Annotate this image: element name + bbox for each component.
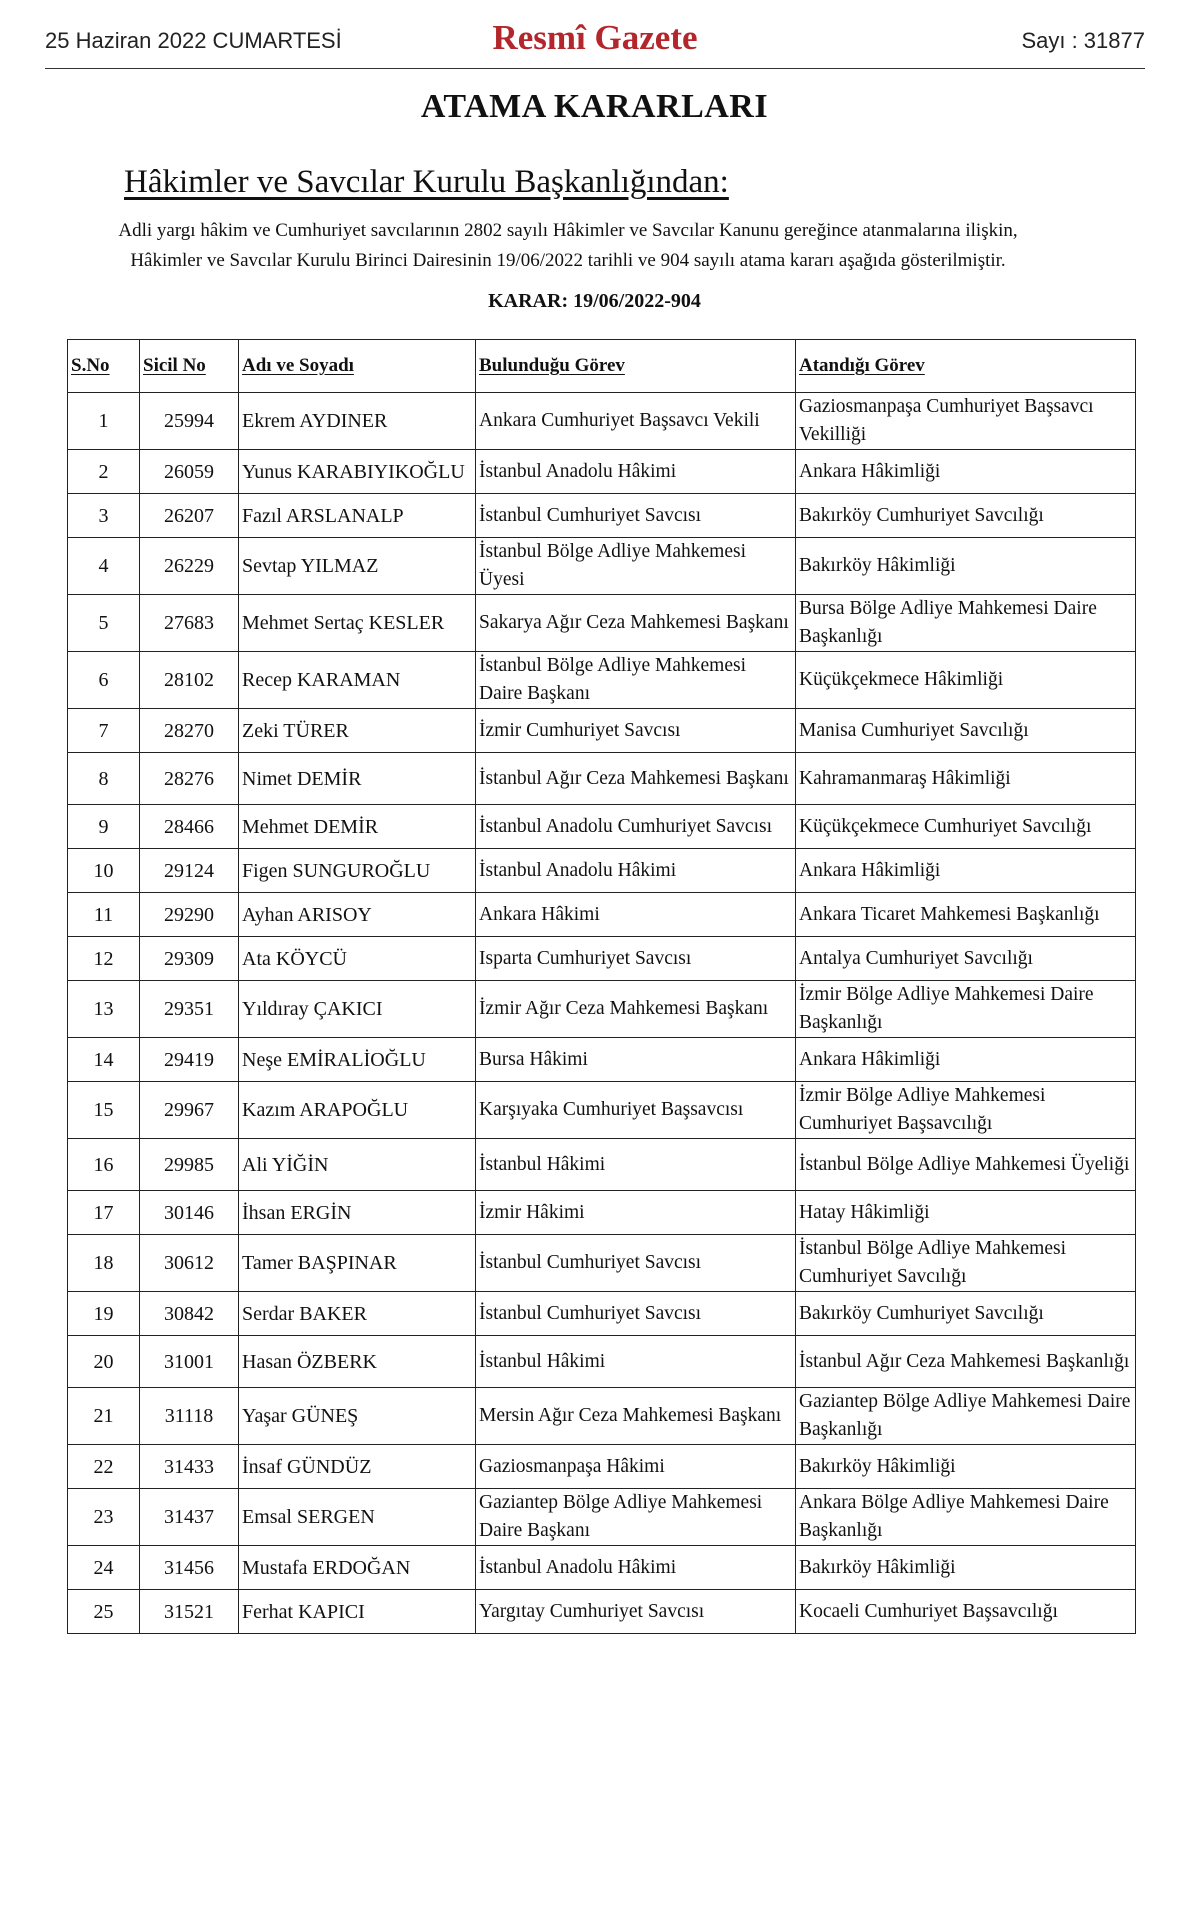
- registry-number-cell: 26059: [140, 450, 239, 494]
- table-row: [68, 1489, 1136, 1546]
- new-post-cell: Hatay Hâkimliği: [796, 1191, 1136, 1235]
- registry-number-cell: 26207: [140, 494, 239, 538]
- registry-number-cell: 29419: [140, 1038, 239, 1082]
- row-number-cell: 15: [68, 1082, 140, 1139]
- current-post-cell: İzmir Cumhuriyet Savcısı: [476, 709, 796, 753]
- row-number-cell: 12: [68, 937, 140, 981]
- row-number-cell: 13: [68, 981, 140, 1038]
- row-number-cell: 19: [68, 1292, 140, 1336]
- table-row: [68, 981, 1136, 1038]
- current-post-cell: Bursa Hâkimi: [476, 1038, 796, 1082]
- current-post-cell: İstanbul Cumhuriyet Savcısı: [476, 1292, 796, 1336]
- new-post-cell: Ankara Hâkimliği: [796, 1038, 1136, 1082]
- table-row: [68, 849, 1136, 893]
- table-row: [68, 1546, 1136, 1590]
- table-row: [68, 1292, 1136, 1336]
- new-post-cell: Manisa Cumhuriyet Savcılığı: [796, 709, 1136, 753]
- table-row: [68, 450, 1136, 494]
- row-number-cell: 8: [68, 753, 140, 805]
- table-header-row: [68, 340, 1136, 393]
- registry-number-cell: 30842: [140, 1292, 239, 1336]
- row-number-cell: 11: [68, 893, 140, 937]
- table-row: [68, 393, 1136, 450]
- registry-number-cell: 29985: [140, 1139, 239, 1191]
- new-post-cell: İstanbul Ağır Ceza Mahkemesi Başkanlığı: [796, 1336, 1136, 1388]
- new-post-cell: Ankara Ticaret Mahkemesi Başkanlığı: [796, 893, 1136, 937]
- current-post-cell: Yargıtay Cumhuriyet Savcısı: [476, 1590, 796, 1634]
- table-row: [68, 494, 1136, 538]
- person-name-cell: Mehmet DEMİR: [239, 805, 476, 849]
- issue-number: Sayı : 31877: [1021, 28, 1145, 53]
- person-name-cell: Yunus KARABIYIKOĞLU: [239, 450, 476, 494]
- registry-number-cell: 28466: [140, 805, 239, 849]
- table-row: [68, 1336, 1136, 1388]
- current-post-cell: Sakarya Ağır Ceza Mahkemesi Başkanı: [476, 595, 796, 652]
- row-number-cell: 7: [68, 709, 140, 753]
- section-title: ATAMA KARARLARI: [420, 88, 769, 125]
- current-post-cell: İstanbul Anadolu Hâkimi: [476, 1546, 796, 1590]
- new-post-cell: İstanbul Bölge Adliye Mahkemesi Üyeliği: [796, 1139, 1136, 1191]
- new-post-cell: Kocaeli Cumhuriyet Başsavcılığı: [796, 1590, 1136, 1634]
- header-divider: [45, 68, 1145, 69]
- table-row: [68, 652, 1136, 709]
- new-post-cell: Gaziosmanpaşa Cumhuriyet Başsavcı Vekilliği: [796, 393, 1136, 450]
- table-row: [68, 1235, 1136, 1292]
- person-name-cell: Neşe EMİRALİOĞLU: [239, 1038, 476, 1082]
- person-name-cell: Tamer BAŞPINAR: [239, 1235, 476, 1292]
- row-number-cell: 25: [68, 1590, 140, 1634]
- registry-number-cell: 31118: [140, 1388, 239, 1445]
- registry-number-cell: 31456: [140, 1546, 239, 1590]
- intro-paragraph: [68, 216, 1068, 276]
- new-post-cell: Kahramanmaraş Hâkimliği: [796, 753, 1136, 805]
- new-post-cell: İstanbul Bölge Adliye Mahkemesi Cumhuriyet Savcılığı: [796, 1235, 1136, 1292]
- new-post-cell: Bakırköy Hâkimliği: [796, 1546, 1136, 1590]
- registry-number-cell: 31433: [140, 1445, 239, 1489]
- intro-line: Adli yargı hâkim ve Cumhuriyet savcılarının 2802 sayılı Hâkimler ve Savcılar Kanunu gereğince atanmalarına ilişkin,: [118, 220, 1018, 241]
- new-post-cell: Antalya Cumhuriyet Savcılığı: [796, 937, 1136, 981]
- masthead: [45, 18, 1145, 68]
- person-name-cell: Serdar BAKER: [239, 1292, 476, 1336]
- registry-number-cell: 28102: [140, 652, 239, 709]
- table-row: [68, 538, 1136, 595]
- row-number-cell: 2: [68, 450, 140, 494]
- new-post-cell: Ankara Hâkimliği: [796, 849, 1136, 893]
- person-name-cell: Figen SUNGUROĞLU: [239, 849, 476, 893]
- table-row: [68, 1388, 1136, 1445]
- person-name-cell: Mehmet Sertaç KESLER: [239, 595, 476, 652]
- new-post-cell: İzmir Bölge Adliye Mahkemesi Daire Başkanlığı: [796, 981, 1136, 1038]
- authority-heading: Hâkimler ve Savcılar Kurulu Başkanlığından:: [124, 164, 729, 200]
- new-post-cell: Ankara Bölge Adliye Mahkemesi Daire Başkanlığı: [796, 1489, 1136, 1546]
- new-post-cell: Bakırköy Cumhuriyet Savcılığı: [796, 1292, 1136, 1336]
- table-row: [68, 805, 1136, 849]
- registry-number-cell: 31437: [140, 1489, 239, 1546]
- current-post-cell: İstanbul Cumhuriyet Savcısı: [476, 1235, 796, 1292]
- registry-number-cell: 31001: [140, 1336, 239, 1388]
- person-name-cell: Sevtap YILMAZ: [239, 538, 476, 595]
- row-number-cell: 20: [68, 1336, 140, 1388]
- new-post-cell: Bursa Bölge Adliye Mahkemesi Daire Başkanlığı: [796, 595, 1136, 652]
- row-number-cell: 17: [68, 1191, 140, 1235]
- registry-number-cell: 30612: [140, 1235, 239, 1292]
- current-post-cell: Gaziosmanpaşa Hâkimi: [476, 1445, 796, 1489]
- table-row: [68, 709, 1136, 753]
- person-name-cell: Hasan ÖZBERK: [239, 1336, 476, 1388]
- new-post-cell: Küçükçekmece Cumhuriyet Savcılığı: [796, 805, 1136, 849]
- column-header-sicil: Sicil No: [140, 340, 239, 393]
- current-post-cell: İstanbul Bölge Adliye Mahkemesi Üyesi: [476, 538, 796, 595]
- table-row: [68, 1038, 1136, 1082]
- registry-number-cell: 25994: [140, 393, 239, 450]
- person-name-cell: Yıldıray ÇAKICI: [239, 981, 476, 1038]
- row-number-cell: 23: [68, 1489, 140, 1546]
- new-post-cell: İzmir Bölge Adliye Mahkemesi Cumhuriyet Başsavcılığı: [796, 1082, 1136, 1139]
- registry-number-cell: 28270: [140, 709, 239, 753]
- column-header-current-post: Bulunduğu Görev: [476, 340, 796, 393]
- table-body: [68, 393, 1136, 1634]
- table-row: [68, 753, 1136, 805]
- registry-number-cell: 30146: [140, 1191, 239, 1235]
- row-number-cell: 14: [68, 1038, 140, 1082]
- registry-number-cell: 26229: [140, 538, 239, 595]
- new-post-cell: Bakırköy Cumhuriyet Savcılığı: [796, 494, 1136, 538]
- issue-date: 25 Haziran 2022 CUMARTESİ: [45, 28, 342, 53]
- registry-number-cell: 29124: [140, 849, 239, 893]
- decision-reference: KARAR: 19/06/2022-904: [488, 290, 701, 312]
- row-number-cell: 1: [68, 393, 140, 450]
- person-name-cell: İhsan ERGİN: [239, 1191, 476, 1235]
- person-name-cell: Yaşar GÜNEŞ: [239, 1388, 476, 1445]
- table-row: [68, 1590, 1136, 1634]
- person-name-cell: Recep KARAMAN: [239, 652, 476, 709]
- current-post-cell: Mersin Ağır Ceza Mahkemesi Başkanı: [476, 1388, 796, 1445]
- registry-number-cell: 27683: [140, 595, 239, 652]
- current-post-cell: İstanbul Anadolu Cumhuriyet Savcısı: [476, 805, 796, 849]
- current-post-cell: İstanbul Cumhuriyet Savcısı: [476, 494, 796, 538]
- row-number-cell: 9: [68, 805, 140, 849]
- column-header-new-post: Atandığı Görev: [796, 340, 1136, 393]
- registry-number-cell: 29290: [140, 893, 239, 937]
- registry-number-cell: 31521: [140, 1590, 239, 1634]
- row-number-cell: 4: [68, 538, 140, 595]
- appointments-table: [67, 339, 1136, 1634]
- new-post-cell: Bakırköy Hâkimliği: [796, 538, 1136, 595]
- column-header-name: Adı ve Soyadı: [239, 340, 476, 393]
- current-post-cell: İstanbul Hâkimi: [476, 1139, 796, 1191]
- current-post-cell: Gaziantep Bölge Adliye Mahkemesi Daire Başkanı: [476, 1489, 796, 1546]
- current-post-cell: İzmir Ağır Ceza Mahkemesi Başkanı: [476, 981, 796, 1038]
- row-number-cell: 24: [68, 1546, 140, 1590]
- new-post-cell: Küçükçekmece Hâkimliği: [796, 652, 1136, 709]
- table-row: [68, 1445, 1136, 1489]
- current-post-cell: Ankara Hâkimi: [476, 893, 796, 937]
- table-row: [68, 893, 1136, 937]
- new-post-cell: Gaziantep Bölge Adliye Mahkemesi Daire Başkanlığı: [796, 1388, 1136, 1445]
- current-post-cell: Ankara Cumhuriyet Başsavcı Vekili: [476, 393, 796, 450]
- person-name-cell: Zeki TÜRER: [239, 709, 476, 753]
- intro-line: Hâkimler ve Savcılar Kurulu Birinci Dairesinin 19/06/2022 tarihli ve 904 sayılı atama kararı aşağıda gösterilmiştir.: [130, 250, 1006, 271]
- person-name-cell: Kazım ARAPOĞLU: [239, 1082, 476, 1139]
- row-number-cell: 16: [68, 1139, 140, 1191]
- person-name-cell: Mustafa ERDOĞAN: [239, 1546, 476, 1590]
- new-post-cell: Ankara Hâkimliği: [796, 450, 1136, 494]
- table-row: [68, 937, 1136, 981]
- person-name-cell: Nimet DEMİR: [239, 753, 476, 805]
- row-number-cell: 6: [68, 652, 140, 709]
- current-post-cell: İstanbul Bölge Adliye Mahkemesi Daire Başkanı: [476, 652, 796, 709]
- table-row: [68, 1191, 1136, 1235]
- current-post-cell: Karşıyaka Cumhuriyet Başsavcısı: [476, 1082, 796, 1139]
- current-post-cell: Isparta Cumhuriyet Savcısı: [476, 937, 796, 981]
- person-name-cell: Ayhan ARISOY: [239, 893, 476, 937]
- registry-number-cell: 29309: [140, 937, 239, 981]
- person-name-cell: Ata KÖYCÜ: [239, 937, 476, 981]
- row-number-cell: 18: [68, 1235, 140, 1292]
- table-row: [68, 595, 1136, 652]
- publication-title: Resmî Gazete: [492, 18, 698, 57]
- current-post-cell: İstanbul Hâkimi: [476, 1336, 796, 1388]
- person-name-cell: İnsaf GÜNDÜZ: [239, 1445, 476, 1489]
- current-post-cell: İstanbul Anadolu Hâkimi: [476, 450, 796, 494]
- registry-number-cell: 29967: [140, 1082, 239, 1139]
- registry-number-cell: 29351: [140, 981, 239, 1038]
- row-number-cell: 22: [68, 1445, 140, 1489]
- registry-number-cell: 28276: [140, 753, 239, 805]
- current-post-cell: İstanbul Ağır Ceza Mahkemesi Başkanı: [476, 753, 796, 805]
- row-number-cell: 3: [68, 494, 140, 538]
- row-number-cell: 10: [68, 849, 140, 893]
- column-header-sno: S.No: [68, 340, 140, 393]
- person-name-cell: Ali YİĞİN: [239, 1139, 476, 1191]
- new-post-cell: Bakırköy Hâkimliği: [796, 1445, 1136, 1489]
- person-name-cell: Ferhat KAPICI: [239, 1590, 476, 1634]
- person-name-cell: Fazıl ARSLANALP: [239, 494, 476, 538]
- table-row: [68, 1139, 1136, 1191]
- current-post-cell: İzmir Hâkimi: [476, 1191, 796, 1235]
- table-row: [68, 1082, 1136, 1139]
- row-number-cell: 21: [68, 1388, 140, 1445]
- current-post-cell: İstanbul Anadolu Hâkimi: [476, 849, 796, 893]
- person-name-cell: Ekrem AYDINER: [239, 393, 476, 450]
- row-number-cell: 5: [68, 595, 140, 652]
- person-name-cell: Emsal SERGEN: [239, 1489, 476, 1546]
